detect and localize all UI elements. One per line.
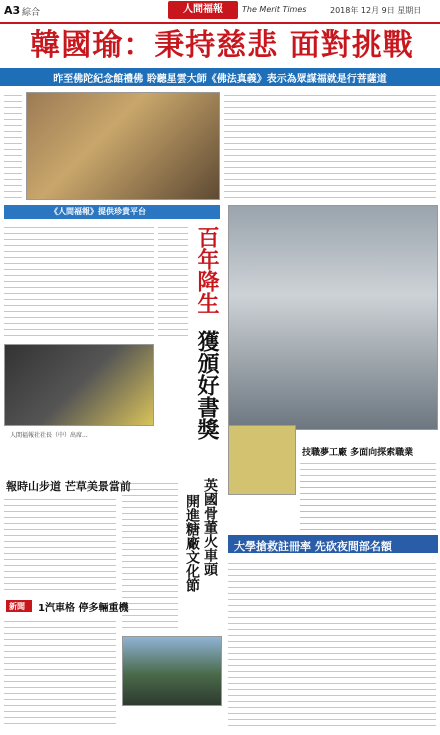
lead-photo: [26, 92, 220, 200]
feature-title-black: 獲頒好書獎: [194, 330, 220, 440]
university-right-text: [300, 476, 436, 532]
trail-title: 報時山步道 芒草美景當前: [6, 480, 131, 493]
newspaper-logo-en: The Merit Times: [242, 5, 307, 14]
platform-banner-text: 《人間福報》提供珍貴平台: [50, 207, 146, 216]
feature-text: [4, 222, 154, 340]
university-text: [228, 558, 436, 730]
train-title-1: 英國骨董火車頭: [202, 478, 218, 576]
career-title: 技職夢工廠 多面向探索職業: [302, 448, 414, 458]
lead-article-text-left: [4, 90, 22, 200]
subheadline: 昨至佛陀紀念館禮佛 聆聽星雲大師《佛法真義》表示為眾謀福就是行菩薩道: [53, 74, 387, 85]
university-title: 大學搶救註冊率 先砍夜間部名額: [234, 540, 392, 553]
book-award-caption: 人間福報社社長（中）出席...: [10, 432, 88, 439]
section-name: 綜合: [22, 8, 41, 18]
news-tag-label: 新聞: [9, 602, 25, 611]
train-text: [122, 478, 178, 628]
newspaper-logo: 人間福報: [168, 1, 238, 19]
page-number: A3: [4, 4, 21, 17]
book-award-photo: [4, 344, 154, 426]
career-photo: [228, 205, 438, 430]
engine-title: 1汽車格 停多輛重機: [38, 603, 129, 614]
trail-text: [4, 494, 116, 590]
career-inset-photo: [228, 425, 296, 495]
issue-date: 2018年 12月 9日 星期日: [330, 6, 422, 15]
feature-title-red: 百年降生: [194, 226, 220, 314]
train-photo: [122, 636, 222, 706]
lead-article-text-right: [224, 90, 436, 200]
engine-text: [4, 616, 116, 728]
feature-body: [158, 222, 188, 340]
main-headline: 韓國瑜：秉持慈悲 面對挑戰: [30, 28, 414, 63]
train-title-2: 開進糖廠文化節: [184, 494, 200, 592]
